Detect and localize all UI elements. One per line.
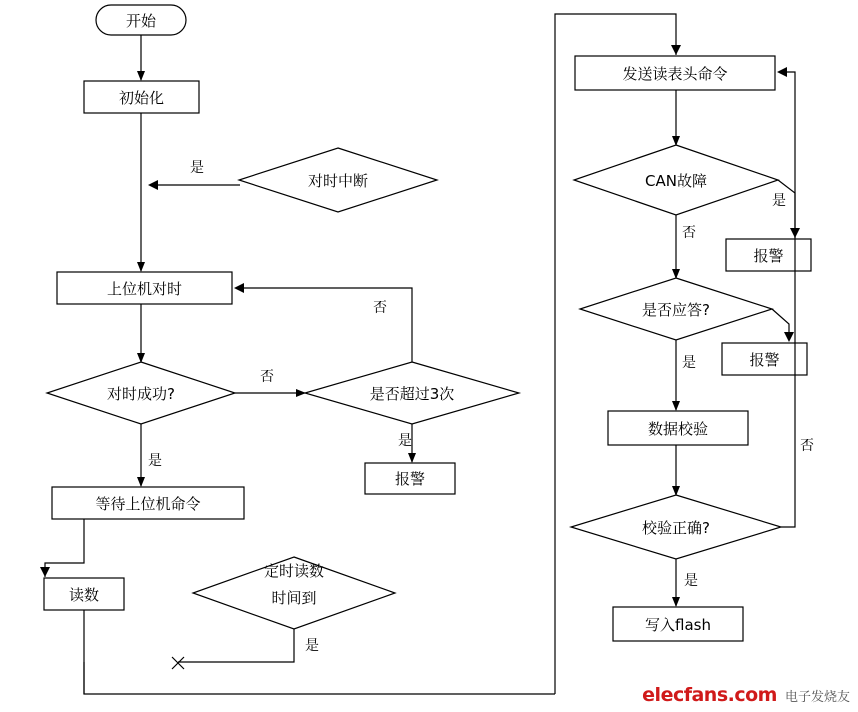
label-init: 初始化 <box>118 88 164 107</box>
label-data-check: 数据校验 <box>647 419 708 438</box>
label-check-ok: 校验正确? <box>642 518 710 537</box>
label-time-interrupt: 对时中断 <box>307 171 368 190</box>
node-send-read-head <box>575 56 775 90</box>
node-time-interrupt <box>239 148 437 212</box>
edge-label-yes-timer: 是 <box>305 638 319 654</box>
edge-label-yes-over3: 是 <box>398 433 412 449</box>
label-start: 开始 <box>125 11 156 30</box>
edge-label-no-sync: 否 <box>260 369 274 385</box>
edge-label-yes-sync: 是 <box>148 453 162 469</box>
edge-label-no-check: 否 <box>800 438 814 454</box>
label-write-flash: 写入flash <box>645 615 711 634</box>
node-read <box>44 578 124 610</box>
edge-label-yes-interrupt: 是 <box>190 160 204 176</box>
node-alarm-1 <box>365 463 455 494</box>
node-check-ok <box>571 495 781 559</box>
node-wait-cmd <box>52 487 244 519</box>
node-data-check <box>608 411 748 445</box>
label-timer-read-line2: 时间到 <box>271 588 317 607</box>
label-host-sync: 上位机对时 <box>106 279 182 298</box>
edge-label-yes-can: 是 <box>772 193 786 209</box>
node-start <box>96 5 186 35</box>
node-over3 <box>305 362 519 424</box>
node-init <box>84 81 199 113</box>
node-is-reply <box>580 278 772 340</box>
node-host-sync <box>57 272 232 304</box>
node-write-flash <box>613 607 743 641</box>
node-sync-ok <box>47 362 235 424</box>
label-timer-read-line1: 定时读数 <box>263 561 324 580</box>
edge-label-yes-reply: 是 <box>682 355 696 371</box>
label-alarm-1: 报警 <box>394 470 425 488</box>
label-wait-cmd: 等待上位机命令 <box>95 494 201 513</box>
node-can-fault <box>574 145 778 215</box>
label-can-fault: CAN故障 <box>645 171 707 190</box>
label-alarm-2: 报警 <box>753 246 784 265</box>
label-read: 读数 <box>68 585 99 604</box>
label-over3: 是否超过3次 <box>369 384 455 403</box>
edge-label-yes-check: 是 <box>684 573 698 589</box>
label-alarm-3: 报警 <box>749 350 780 369</box>
node-alarm-2 <box>726 239 811 271</box>
edge-label-no-loop: 否 <box>373 300 387 316</box>
watermark-brand: elecfans.com <box>642 684 777 706</box>
label-send-read-head: 发送读表头命令 <box>622 64 728 83</box>
label-is-reply: 是否应答? <box>642 300 710 319</box>
watermark <box>642 684 850 706</box>
node-alarm-3 <box>722 343 807 375</box>
node-timer-read <box>193 557 395 629</box>
edge-label-no-can: 否 <box>682 225 696 241</box>
watermark-subtitle: 电子发烧友 <box>784 689 850 705</box>
label-sync-ok: 对时成功? <box>107 384 175 403</box>
